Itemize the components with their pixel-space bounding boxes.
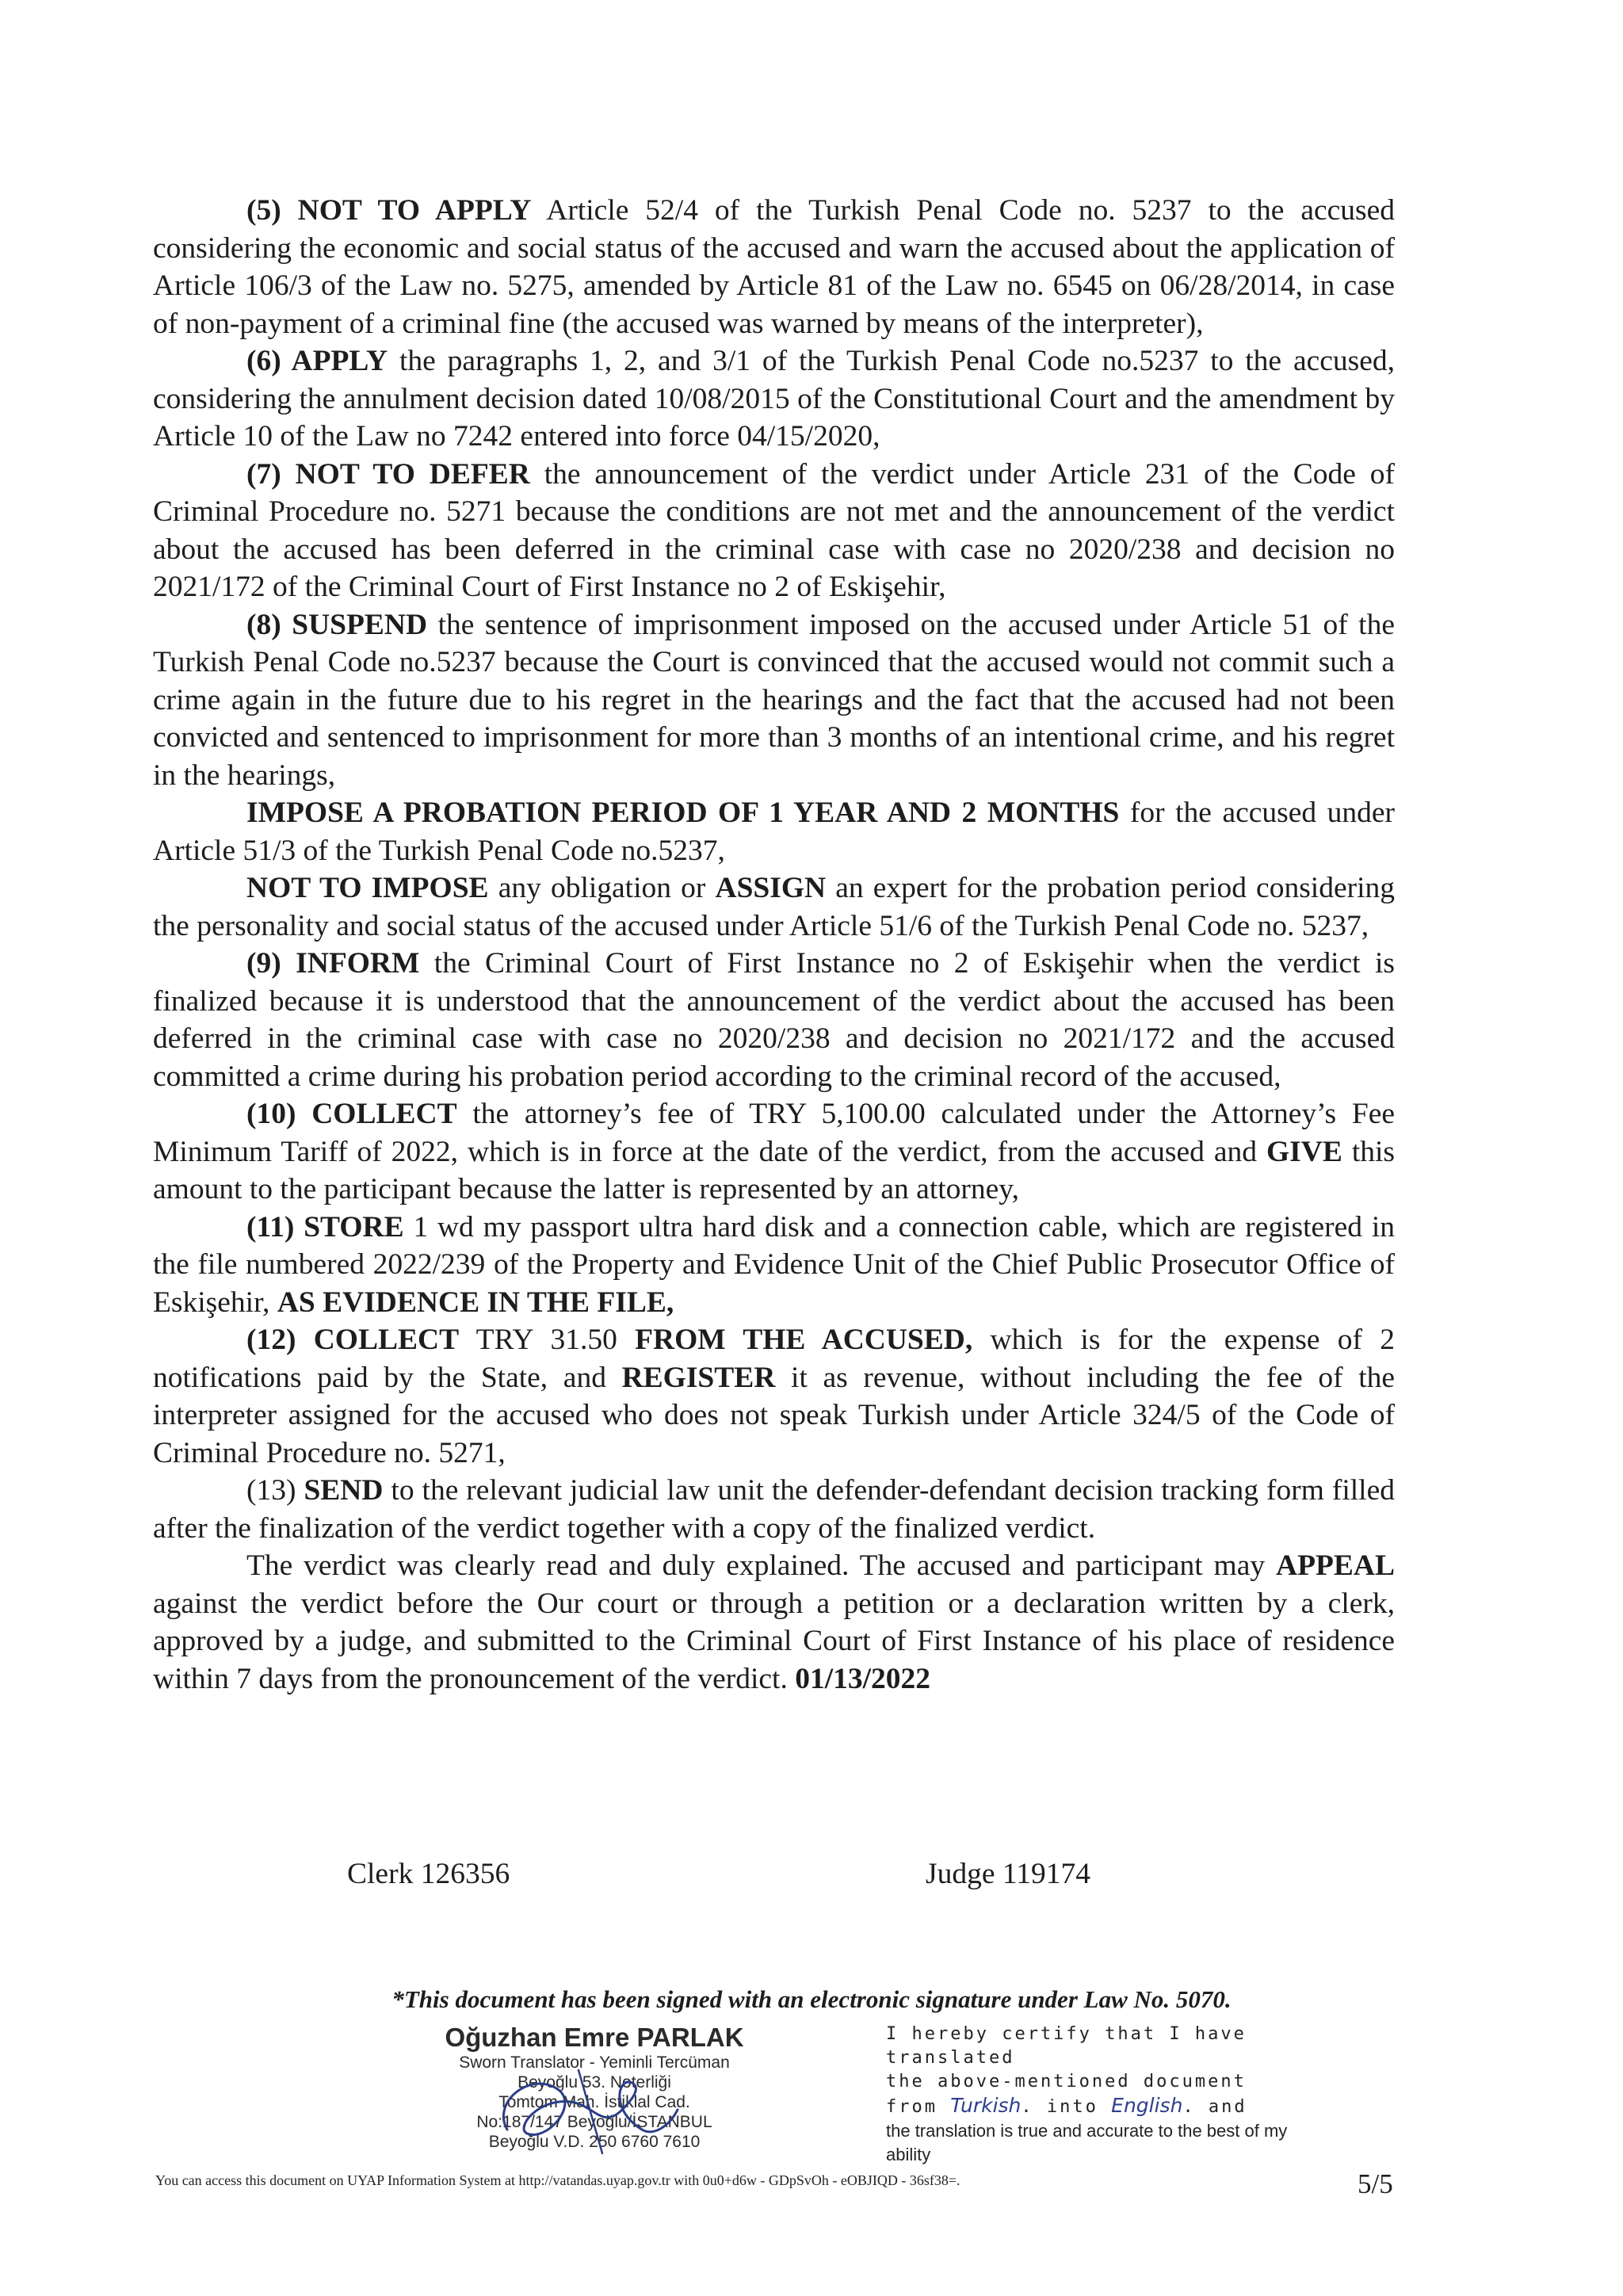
certification-text: . and — [1182, 2097, 1247, 2117]
bold-run: (5) NOT TO APPLY — [246, 194, 532, 227]
verdict-paragraph — [153, 342, 1395, 456]
text-run: the announcement of the verdict under Article 231 of the Code of Criminal Procedure no. 5271 because the conditions are not met and the announcement of the verdict about the accused has been deferred in the criminal case with case no 2020/238 and decision no 2021/172 of the Criminal Court of First Instance no 2 of Eskişehir, — [153, 457, 1396, 603]
certification-line: the translation is true and accurate to the best of my ability — [886, 2121, 1288, 2164]
text-run: the Criminal Court of First Instance no 2 of Eskişehir when the verdict is finalized because it is understood that the announcement of the verdict about the accused has been deferred in the criminal case with case no 2020/238 and decision no 2021/172 and the accused committed a crime during his probation period according to the criminal record of the accused, — [153, 947, 1395, 1093]
bold-run: (12) COLLECT — [246, 1324, 460, 1356]
bold-run: REGISTER — [621, 1361, 776, 1394]
text-run: The verdict was clearly read and duly explained. The accused and participant may — [246, 1549, 1276, 1582]
verdict-body — [153, 192, 1395, 1698]
page-number: 5/5 — [1358, 2168, 1393, 2199]
stamp-line: Beyoğlu V.D. 250 6760 7610 — [488, 2133, 701, 2151]
text-run: this amount to the participant because the latter is represented by an attorney, — [153, 1135, 1396, 1205]
verdict-paragraph — [153, 1095, 1395, 1209]
verdict-paragraph — [153, 869, 1395, 945]
target-language: English — [1111, 2094, 1183, 2117]
bold-run: SEND — [304, 1474, 384, 1507]
certification-line: I hereby certify that I have translated — [886, 2024, 1247, 2068]
stamp-line: Sworn Translator - Yeminli Tercüman — [459, 2053, 730, 2072]
bold-run: AS EVIDENCE IN THE FILE, — [277, 1286, 674, 1319]
electronic-signature-note: *This document has been signed with an electronic signature under Law No. 5070. — [391, 1985, 1232, 2013]
bold-run: (6) APPLY — [246, 345, 388, 377]
text-run: the paragraphs 1, 2, and 3/1 of the Turkish Penal Code no.5237 to the accused, considering the annulment decision dated 10/08/2015 of the Constitutional Court and the amendment by Article 10 of the Law no 7242 entered into force 04/15/2020, — [153, 345, 1396, 453]
certification-text: from — [886, 2097, 938, 2117]
bold-run: (10) COLLECT — [246, 1098, 457, 1130]
bold-run: GIVE — [1266, 1135, 1342, 1168]
certification-text: . into — [1021, 2097, 1098, 2117]
bold-run: NOT TO IMPOSE — [246, 872, 489, 904]
bold-run: (8) SUSPEND — [246, 608, 428, 641]
translator-stamp — [396, 2023, 792, 2181]
verdict-paragraph — [153, 192, 1395, 342]
text-run: which is for the expense of 2 notifications paid by the State, and — [153, 1324, 1395, 1394]
certification-line — [886, 2094, 1330, 2119]
text-run: any obligation or — [488, 872, 716, 904]
verdict-paragraph — [153, 1321, 1395, 1472]
bold-run: IMPOSE A PROBATION PERIOD OF 1 YEAR AND 2 MONTHS — [246, 797, 1120, 829]
bold-run: ASSIGN — [715, 872, 827, 904]
verdict-paragraph — [153, 794, 1395, 869]
stamp-line: No:187/147 Beyoğlu/İSTANBUL — [476, 2113, 712, 2131]
text-run: Article 52/4 of the Turkish Penal Code no. 5237 to the accused considering the economic and social status of the accused and warn the accused about the application of Article 106/3 of the Law no. 5275, amended by Article 81 of the Law no. 6545 on 06/28/2014, in case of non-payment of a criminal fine (the accused was warned by means of the interpreter), — [153, 194, 1395, 340]
verdict-paragraph — [153, 1547, 1395, 1698]
text-run: the attorney’s fee of TRY 5,100.00 calculated under the Attorney’s Fee Minimum Tariff of 2022, which is in force at the date of the verdict, from the accused and — [153, 1098, 1395, 1168]
text-run: against the verdict before the Our court or through a petition or a declaration written by a clerk, approved by a judge, and submitted to the Criminal Court of First Instance of his place of residence within 7 days from the pronouncement of the verdict. — [153, 1587, 1395, 1695]
text-run: an expert for the probation period considering the personality and social status of the accused under Article 51/6 of the Turkish Penal Code no. 5237, — [153, 872, 1396, 942]
verdict-paragraph — [153, 1472, 1395, 1547]
clerk-signature-line: Clerk 126356 — [347, 1858, 510, 1890]
bold-run: APPEAL — [1276, 1549, 1395, 1582]
text-run: 1 wd my passport ultra hard disk and a connection cable, which are registered in the file numbered 2022/239 of the Property and Evidence Unit of the Chief Public Prosecutor Office of Eskişehir, — [153, 1210, 1395, 1319]
text-run: to the relevant judicial law unit the defender-defendant decision tracking form filled after the finalization of the verdict together with a copy of the finalized verdict. — [153, 1474, 1395, 1545]
uyap-access-note: You can access this document on UYAP Information System at http://vatandas.uyap.gov.tr with 0u0+d6w - GDpSvOh - eOBJIQD - 36sf38=. — [155, 2172, 960, 2188]
translator-certification — [886, 2023, 1330, 2167]
certification-line: the above-mentioned document — [886, 2072, 1247, 2092]
bold-run: 01/13/2022 — [795, 1662, 931, 1695]
verdict-paragraph — [153, 945, 1395, 1095]
text-run: the sentence of imprisonment imposed on the accused under Article 51 of the Turkish Penal Code no.5237 because the Court is convinced that the accused would not commit such a crime again in the future due to his regret in the hearings and the fact that the accused had not been convicted and sentenced to imprisonment for more than 3 months of an intentional crime, and his regret in the hearings, — [153, 608, 1395, 792]
verdict-paragraph — [153, 1209, 1395, 1322]
source-language: Turkish — [950, 2094, 1022, 2117]
bold-run: (9) INFORM — [246, 947, 420, 980]
bold-run: (11) STORE — [246, 1210, 404, 1244]
verdict-paragraph — [153, 456, 1395, 606]
bold-run: (7) NOT TO DEFER — [246, 457, 530, 491]
bold-run: FROM THE ACCUSED, — [635, 1324, 973, 1356]
text-run: it as revenue, without including the fee of the interpreter assigned for the accused who does not speak Turkish under Article 324/5 of the Code of Criminal Procedure no. 5271, — [153, 1361, 1396, 1469]
text-run: TRY 31.50 — [459, 1324, 636, 1356]
stamp-line: Beyoğlu 53. Noterliği — [517, 2073, 671, 2092]
judge-signature-line: Judge 119174 — [926, 1858, 1090, 1890]
translator-name: Oğuzhan Emre PARLAK — [445, 2023, 744, 2052]
text-run: (13) — [246, 1474, 304, 1507]
text-run: for the accused under Article 51/3 of the Turkish Penal Code no.5237, — [153, 797, 1395, 867]
stamp-line: Tomtom Mah. İstiklal Cad. — [498, 2093, 690, 2111]
verdict-paragraph — [153, 606, 1395, 795]
